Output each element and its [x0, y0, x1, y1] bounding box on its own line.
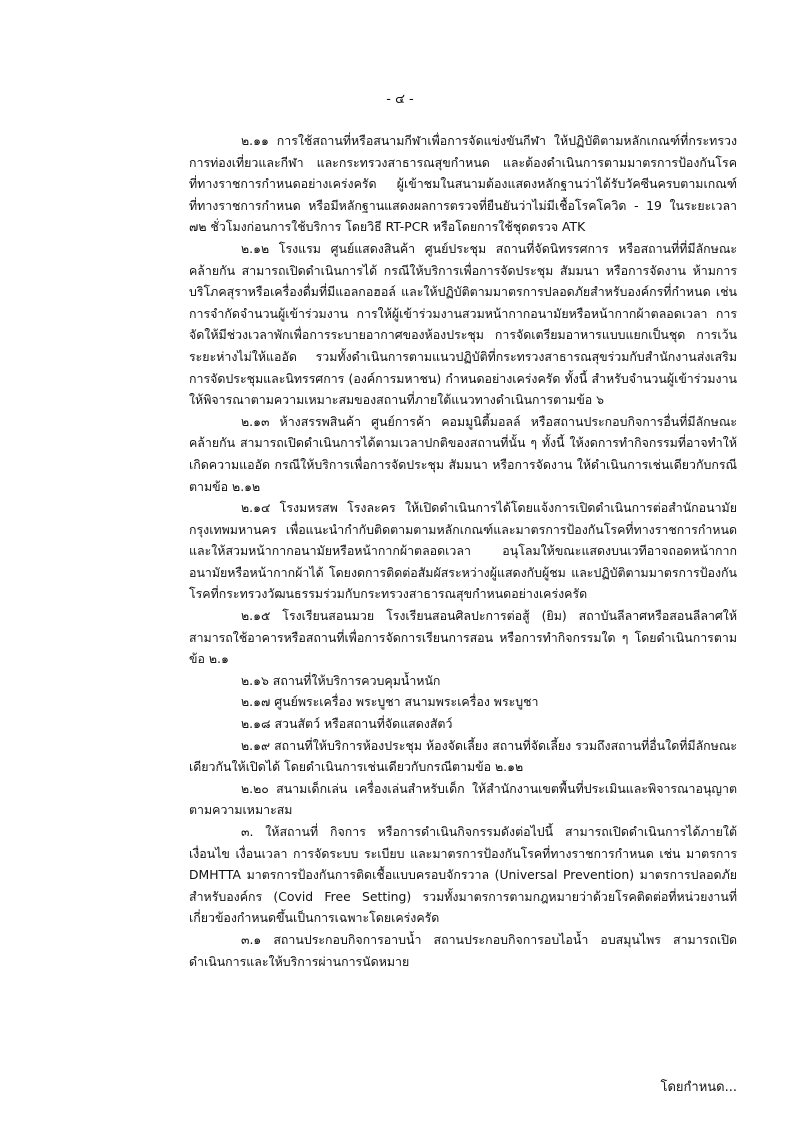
paragraph-2-13: ๒.๑๓ ห้างสรรพสินค้า ศูนย์การค้า คอมมูนิตี้มอลล์ หรือสถานประกอบกิจการอื่นที่มีลักษณะคล้ายกัน สามารถเปิดดำเนินการได้ตามเวลาปกติของสถานที่นั้น ๆ ทั้งนี้ ให้งดการทำกิจกรรมที่อาจทำให้เกิดความแออัด กรณีให้บริการเพื่อการจัดประชุม สัมมนา หรือการจัดงาน ให้ดำเนินการเช่นเดียวกับกรณีตามข้อ ๒.๑๒	[189, 413, 737, 494]
paragraph-2-12: ๒.๑๒ โรงแรม ศูนย์แสดงสินค้า ศูนย์ประชุม สถานที่จัดนิทรรศการ หรือสถานที่ที่มีลักษณะคล้ายกัน สามารถเปิดดำเนินการได้ กรณีให้บริการเพื่อการจัดประชุม สัมมนา หรือการจัดงาน ห้ามการบริโภคสุราหรือเครื่องดื่มที่มีแอลกอฮอล์ และให้ปฏิบัติตามมาตรการปลอดภัยสำหรับองค์กรที่กำหนด เช่น การจำกัดจำนวนผู้เข้าร่วมงาน การให้ผู้เข้าร่วมงานสวมหน้ากากอนามัยหรือหน้ากากผ้าตลอดเวลา การจัดให้มีช่วงเวลาพักเพื่อการระบายอากาศของห้องประชุม การจัดเตรียมอาหารแบบแยกเป็นชุด การเว้นระยะห่างไม่ให้แออัด รวมทั้งดำเนินการตามแนวปฏิบัติที่กระทรวงสาธารณสุขร่วมกับสำนักงานส่งเสริมการจัดประชุมและนิทรรศการ (องค์การมหาชน) กำหนดอย่างเคร่งครัด ทั้งนี้ สำหรับจำนวนผู้เข้าร่วมงานให้พิจารณาตามความเหมาะสมของสถานที่ภายใต้แนวทางดำเนินการตามข้อ ๖	[189, 240, 737, 408]
paragraph-2-14: ๒.๑๔ โรงมหรสพ โรงละคร ให้เปิดดำเนินการได้โดยแจ้งการเปิดดำเนินการต่อสำนักอนามัยกรุงเทพมหานคร เพื่อแนะนำกำกับติดตามตามหลักเกณฑ์และมาตรการป้องกันโรคที่ทางราชการกำหนดและให้สวมหน้ากากอนามัยหรือหน้ากากผ้าตลอดเวลา อนุโลมให้ขณะแสดงบนเวทีอาจถอดหน้ากากอนามัยหรือหน้ากากผ้าได้ โดยงดการติดต่อสัมผัสระหว่างผู้แสดงกับผู้ชม และปฏิบัติตามมาตรการป้องกันโรคที่กระทรวงวัฒนธรรมร่วมกับกระทรวงสาธารณสุขกำหนดอย่างเคร่งครัด	[189, 500, 737, 602]
paragraph-2-15: ๒.๑๕ โรงเรียนสอนมวย โรงเรียนสอนศิลปะการต่อสู้ (ยิม) สถาบันลีลาศหรือสอนลีลาศให้สามารถใช้อาคารหรือสถานที่เพื่อการจัดการเรียนการสอน หรือการทำกิจกรรมใด ๆ โดยดำเนินการตามข้อ ๒.๑	[189, 608, 737, 667]
page-number: - ๔ -	[386, 92, 414, 107]
paragraph-2-20: ๒.๒๐ สนามเด็กเล่น เครื่องเล่นสำหรับเด็ก ให้สำนักงานเขตพื้นที่ประเมินและพิจารณาอนุญาตตามความเหมาะสม	[189, 780, 737, 818]
continuation-note: โดยกำหนด...	[660, 1080, 737, 1095]
paragraph-2-11: ๒.๑๑ การใช้สถานที่หรือสนามกีฬาเพื่อการจัดแข่งขันกีฬา ให้ปฏิบัติตามหลักเกณฑ์ที่กระทรวงการท่องเที่ยวและกีฬา และกระทรวงสาธารณสุขกำหนด และต้องดำเนินการตามมาตรการป้องกันโรคที่ทางราชการกำหนดอย่างเคร่งครัด ผู้เข้าชมในสนามต้องแสดงหลักฐานว่าได้รับวัคซีนครบตามเกณฑ์ที่ทางราชการกำหนด หรือมีหลักฐานแสดงผลการตรวจที่ยืนยันว่าไม่มีเชื้อโรคโควิด - 19 ในระยะเวลา ๗๒ ชั่วโมงก่อนการใช้บริการ โดยวิธี RT-PCR หรือโดยการใช้ชุดตรวจ ATK	[189, 133, 737, 235]
paragraph-3: ๓. ให้สถานที่ กิจการ หรือการดำเนินกิจกรรมดังต่อไปนี้ สามารถเปิดดำเนินการได้ภายใต้เงื่อนไข เงื่อนเวลา การจัดระบบ ระเบียบ และมาตรการป้องกันโรคที่ทางราชการกำหนด เช่น มาตรการ DMHTTA มาตรการป้องกันการติดเชื้อแบบครอบจักรวาล (Universal Prevention) มาตรการปลอดภัยสำหรับองค์กร (Covid Free Setting) รวมทั้งมาตรการตามกฎหมายว่าด้วยโรคติดต่อที่หน่วยงานที่เกี่ยวข้องกำหนดขึ้นเป็นการเฉพาะโดยเคร่งครัด	[189, 824, 737, 926]
paragraph-2-17: ๒.๑๗ ศูนย์พระเครื่อง พระบูชา สนามพระเครื่อง พระบูชา	[241, 694, 539, 710]
paragraph-2-19: ๒.๑๙ สถานที่ให้บริการห้องประชุม ห้องจัดเลี้ยง สถานที่จัดเลี้ยง รวมถึงสถานที่อื่นใดที่มีลักษณะเดียวกันให้เปิดได้ โดยดำเนินการเช่นเดียวกับกรณีตามข้อ ๒.๑๒	[189, 737, 737, 775]
paragraph-2-16: ๒.๑๖ สถานที่ให้บริการควบคุมน้ำหนัก	[241, 672, 441, 688]
document-body	[189, 130, 737, 972]
paragraph-2-18: ๒.๑๘ สวนสัตว์ หรือสถานที่จัดแสดงสัตว์	[241, 716, 453, 732]
paragraph-3-1: ๓.๑ สถานประกอบกิจการอาบน้ำ สถานประกอบกิจการอบไอน้ำ อบสมุนไพร สามารถเปิดดำเนินการและให้บริการผ่านการนัดหมาย	[189, 931, 737, 969]
